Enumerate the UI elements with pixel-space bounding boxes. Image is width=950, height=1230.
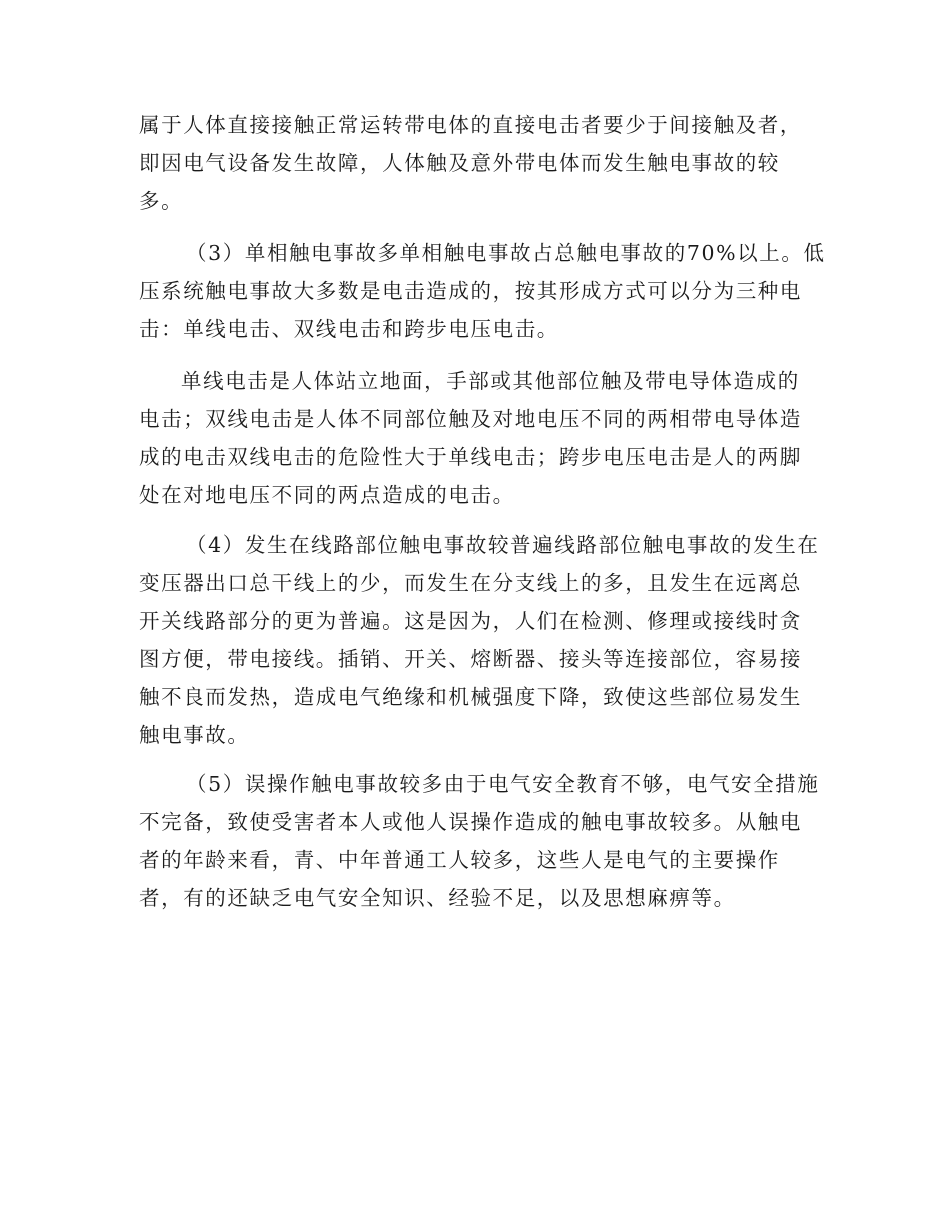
text-line: 压系统触电事故大多数是电击造成的，按其形成方式可以分为三种电 [139,279,802,303]
text-line: 触不良而发热，造成电气绝缘和机械强度下降，致使这些部位易发生 [139,685,802,709]
text-line: 图方便，带电接线。插销、开关、熔断器、接头等连接部位，容易接 [139,647,802,671]
text-line: 击：单线电击、双线电击和跨步电压电击。 [139,317,559,341]
text-line: 不完备，致使受害者本人或他人误操作造成的触电事故较多。从触电 [139,810,802,834]
text-line: 处在对地电压不同的两点造成的电击。 [139,483,515,507]
text-line: 单线电击是人体站立地面，手部或其他部位触及带电导体造成的 [181,369,800,393]
paragraph-4 [139,526,819,754]
text-line: 成的电击双线电击的危险性大于单线电击；跨步电压电击是人的两脚 [139,445,802,469]
text-line: 即因电气设备发生故障，人体触及意外带电体而发生触电事故的较 [139,151,780,175]
text-line: （3）单相触电事故多单相触电事故占总触电事故的70%以上。低 [186,241,826,265]
paragraph-2 [139,234,826,348]
text-line: 电击；双线电击是人体不同部位触及对地电压不同的两相带电导体造 [139,407,802,431]
text-line: 变压器出口总干线上的少，而发生在分支线上的多，且发生在远离总 [139,571,802,595]
text-line: 开关线路部分的更为普遍。这是因为，人们在检测、修理或接线时贪 [139,609,802,633]
text-line: （4）发生在线路部位触电事故较普遍线路部位触电事故的发生在 [186,533,820,557]
paragraph-5 [139,765,819,917]
text-line: 多。 [139,189,184,213]
text-line: （5）误操作触电事故较多由于电气安全教育不够，电气安全措施 [186,772,820,796]
text-line: 触电事故。 [139,723,250,747]
text-line: 属于人体直接接触正常运转带电体的直接电击者要少于间接触及者， [139,113,802,137]
paragraph-3 [139,362,819,514]
paragraph-1 [139,106,819,220]
text-line: 者，有的还缺乏电气安全知识、经验不足，以及思想麻痹等。 [139,886,736,910]
text-line: 者的年龄来看，青、中年普通工人较多，这些人是电气的主要操作 [139,848,780,872]
